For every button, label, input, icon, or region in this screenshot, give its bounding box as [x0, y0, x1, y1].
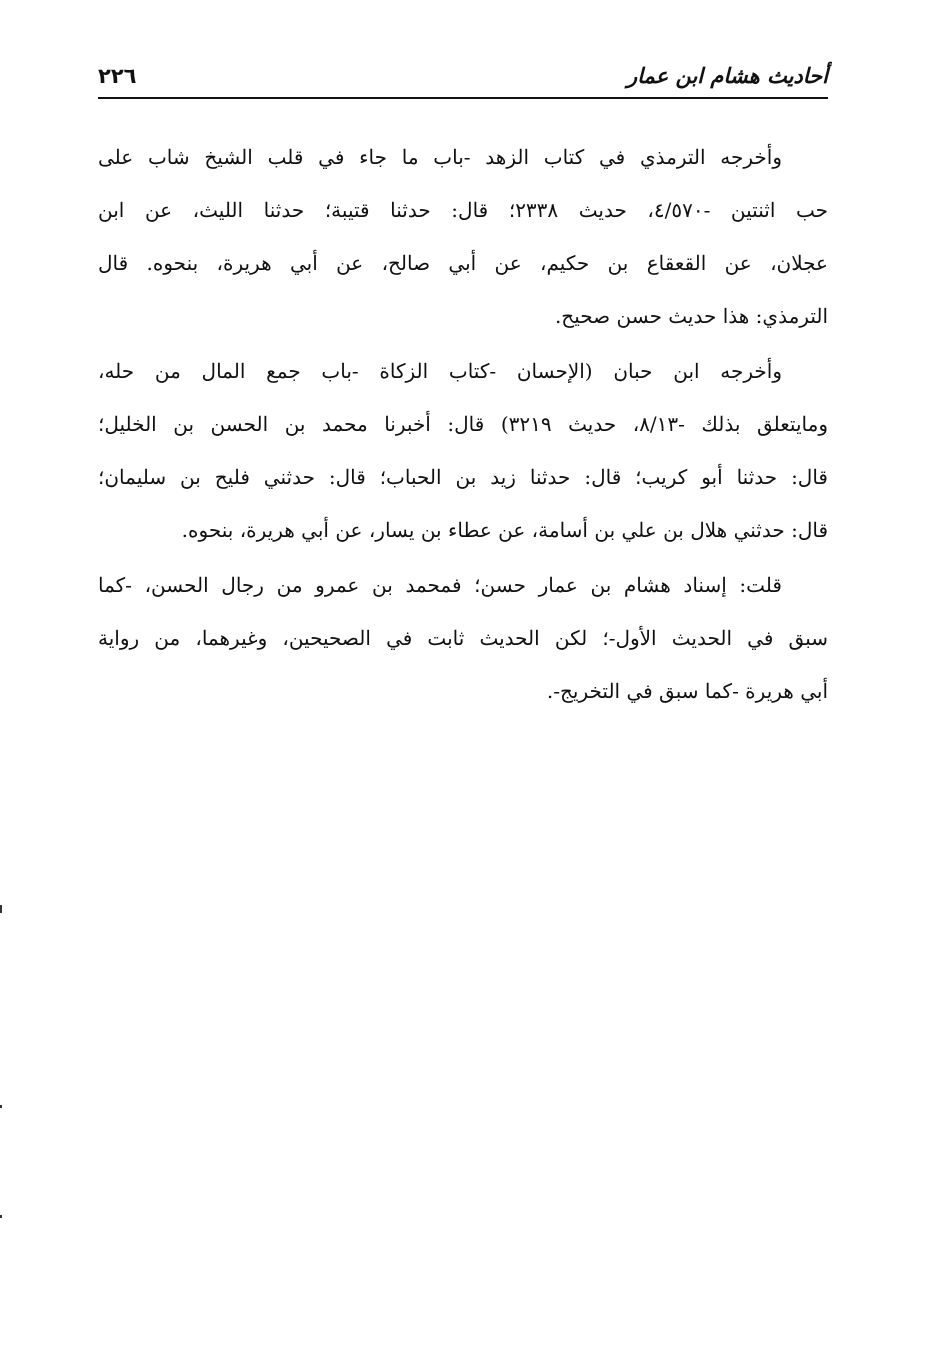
running-header: [98, 58, 828, 98]
text-line: قلت: إسناد هشام بن عمار حسن؛ فمحمد بن عمرو من رجال الحسن، -كما: [98, 573, 782, 597]
paragraph-tirmidhi-citation: [98, 132, 828, 344]
scan-edge-mark: [0, 1105, 2, 1108]
header-title: أحاديث هشام ابن عمار: [626, 64, 828, 88]
text-line: ومايتعلق بذلك -٨/١٣، حديث ٣٢١٩) قال: أخبرنا محمد بن الحسن بن الخليل؛: [98, 412, 828, 436]
paragraph-ibn-hibban-citation: [98, 346, 828, 558]
scan-edge-mark: [0, 905, 2, 913]
text-line: أبي هريرة -كما سبق في التخريج-.: [546, 679, 828, 703]
text-line: وأخرجه الترمذي في كتاب الزهد -باب ما جاء في قلب الشيخ شاب على: [98, 145, 782, 169]
text-line: سبق في الحديث الأول-؛ لكن الحديث ثابت في الصحيحين، وغيرهما، من رواية: [98, 626, 828, 650]
page-number: ٢٢٦: [98, 64, 137, 88]
text-line: عجلان، عن القعقاع بن حكيم، عن أبي صالح، عن أبي هريرة، بنحوه. قال: [98, 251, 828, 275]
text-line: وأخرجه ابن حبان (الإحسان -كتاب الزكاة -باب جمع المال من حله،: [98, 359, 782, 383]
header-rule: [98, 97, 828, 99]
text-line: حب اثنتين -٤/٥٧٠، حديث ٢٣٣٨؛ قال: حدثنا قتيبة؛ حدثنا الليث، عن ابن: [98, 198, 828, 222]
scan-edge-mark: [0, 1215, 2, 1218]
text-line: قال: حدثنا أبو كريب؛ قال: حدثنا زيد بن الحباب؛ قال: حدثني فليح بن سليمان؛: [98, 465, 828, 489]
body-text: [98, 132, 828, 721]
paragraph-isnad-assessment: [98, 560, 828, 719]
text-line: الترمذي: هذا حديث حسن صحيح.: [554, 304, 828, 328]
text-line: قال: حدثني هلال بن علي بن أسامة، عن عطاء بن يسار، عن أبي هريرة، بنحوه.: [181, 518, 828, 542]
